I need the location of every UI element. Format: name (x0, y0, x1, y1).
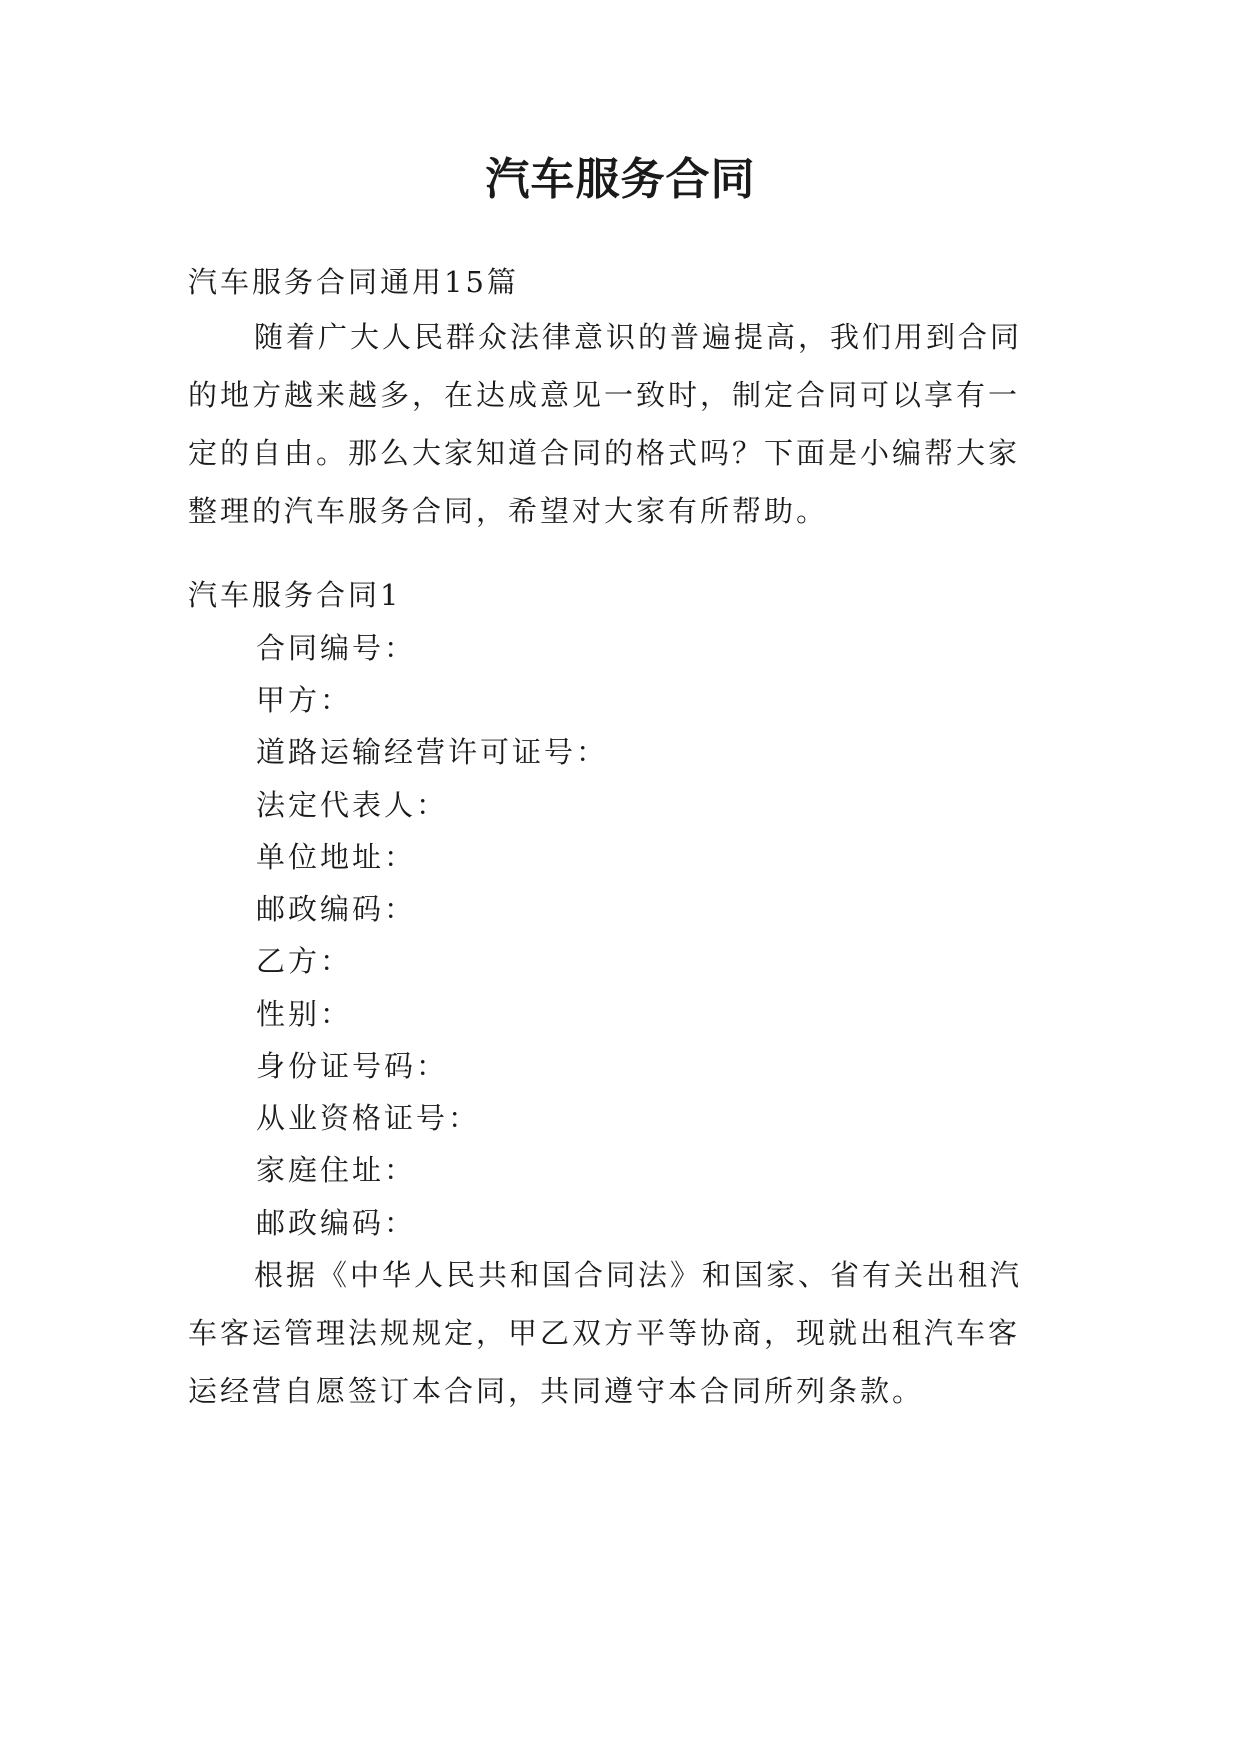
field-transport-license: 道路运输经营许可证号： (256, 735, 609, 769)
document-subtitle: 汽车服务合同通用15篇 (188, 265, 519, 299)
closing-paragraph: 根据《中华人民共和国合同法》和国家、省有关出租汽车客运管理法规规定，甲乙双方平等协商，现就出租汽车客运经营自愿签订本合同，共同遵守本合同所列条款。 (188, 1258, 1023, 1408)
field-gender: 性别： (256, 997, 353, 1031)
field-company-address: 单位地址： (256, 840, 417, 874)
field-home-address: 家庭住址： (256, 1153, 417, 1187)
field-party-a: 甲方： (256, 683, 353, 717)
document-title: 汽车服务合同 (485, 154, 756, 205)
field-qualification-number: 从业资格证号： (256, 1101, 481, 1135)
field-party-b: 乙方： (256, 944, 353, 978)
section-heading: 汽车服务合同1 (188, 578, 402, 612)
field-contract-number: 合同编号： (256, 631, 417, 665)
intro-paragraph: 随着广大人民群众法律意识的普遍提高，我们用到合同的地方越来越多，在达成意见一致时，制定合同可以享有一定的自由。那么大家知道合同的格式吗？下面是小编帮大家整理的汽车服务合同，希望对大家有所帮助。 (188, 320, 1023, 528)
field-id-number: 身份证号码： (256, 1049, 449, 1083)
field-legal-representative: 法定代表人： (256, 788, 449, 822)
field-postal-code-a: 邮政编码： (256, 892, 417, 926)
field-postal-code-b: 邮政编码： (256, 1206, 417, 1240)
